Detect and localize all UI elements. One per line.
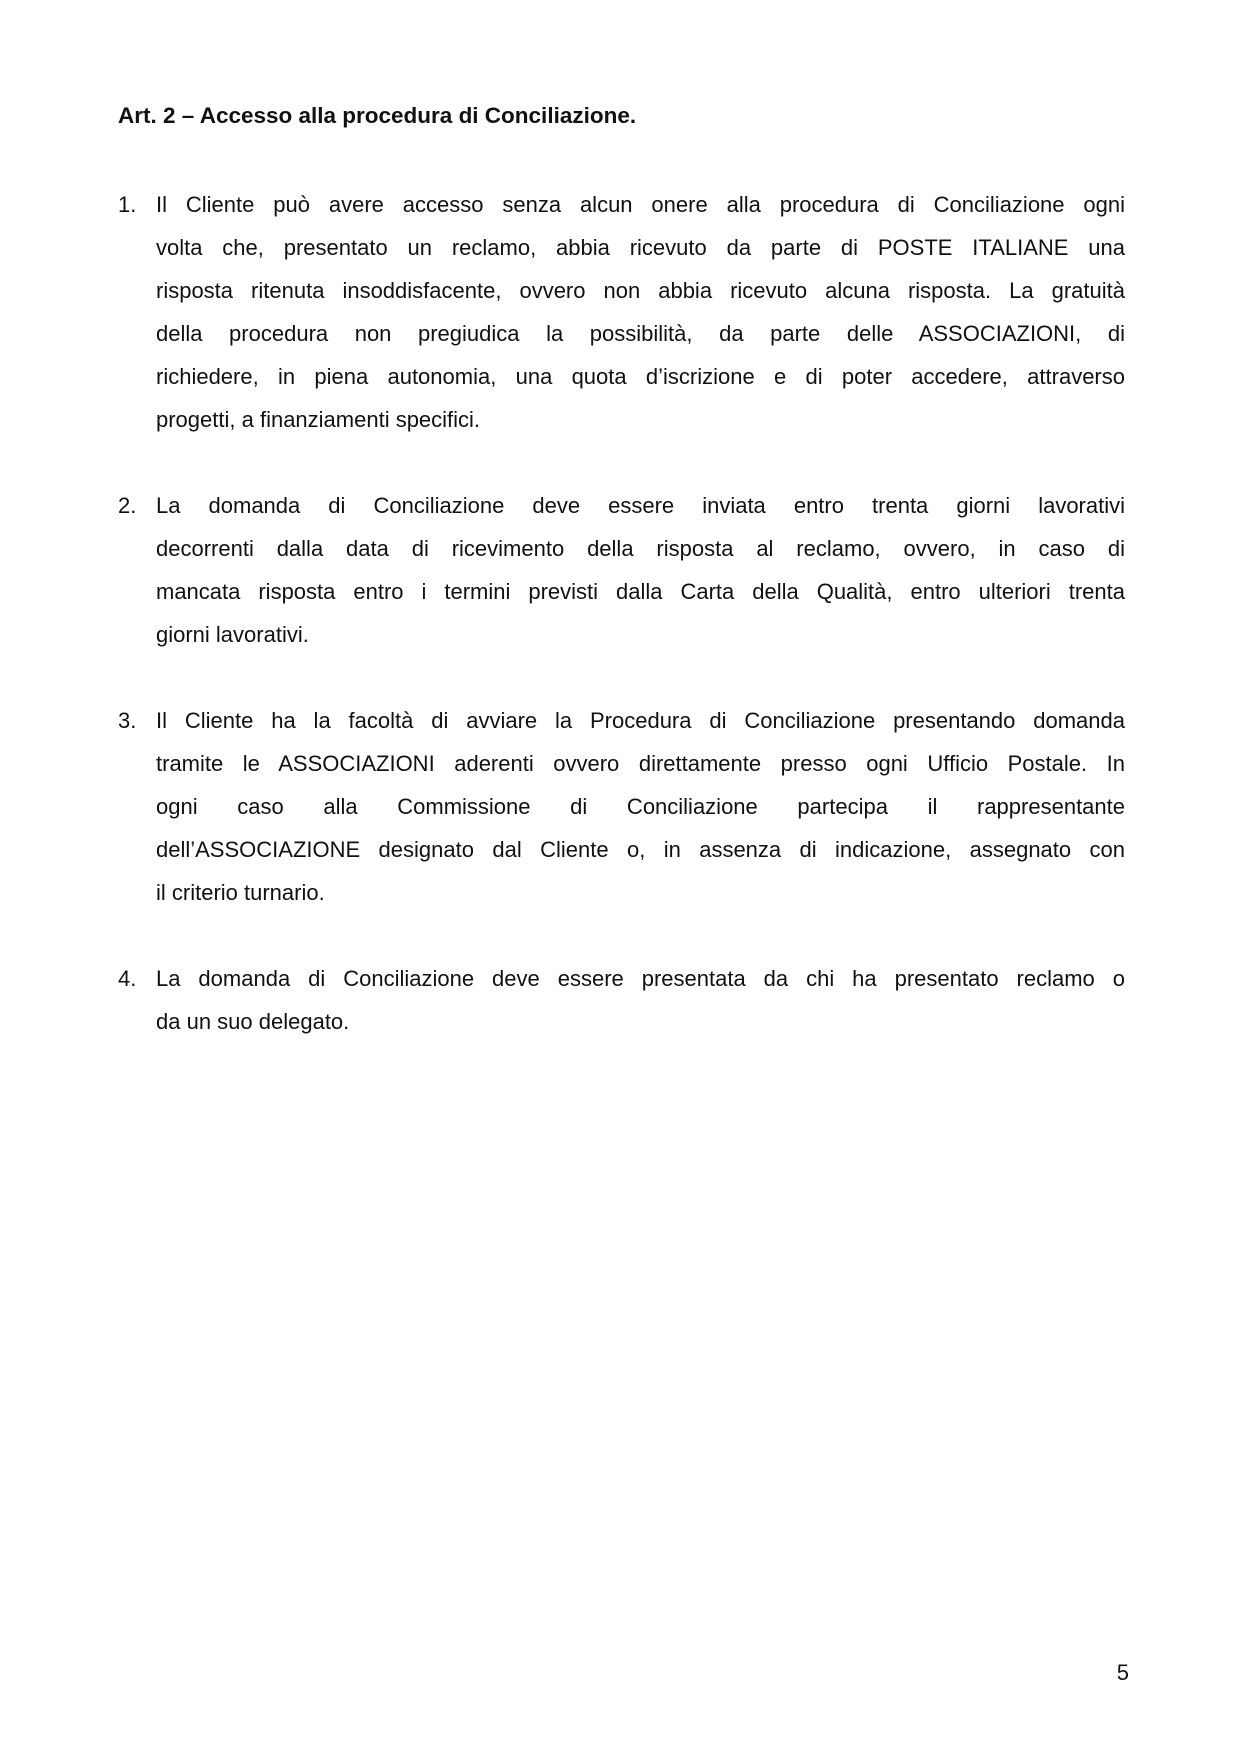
- item-text: [156, 957, 1125, 1043]
- text-line: richiedere, in piena autonomia, una quota d’iscrizione e di poter accedere, attraverso: [156, 364, 1125, 389]
- text-line: La domanda di Conciliazione deve essere presentata da chi ha presentato reclamo o: [156, 966, 1125, 991]
- text-line: giorni lavorativi.: [156, 622, 309, 647]
- item-number: 1.: [118, 192, 137, 217]
- item-text: [156, 484, 1125, 656]
- item-text: [156, 183, 1125, 441]
- text-line: progetti, a finanziamenti specifici.: [156, 407, 481, 432]
- text-line: Il Cliente ha la facoltà di avviare la Procedura di Conciliazione presentando domanda: [156, 708, 1125, 733]
- text-line: La domanda di Conciliazione deve essere inviata entro trenta giorni lavorativi: [156, 493, 1125, 518]
- text-line: della procedura non pregiudica la possibilità, da parte delle ASSOCIAZIONI, di: [156, 321, 1125, 346]
- text-line: tramite le ASSOCIAZIONI aderenti ovvero direttamente presso ogni Ufficio Postale. In: [156, 751, 1125, 776]
- text-line: il criterio turnario.: [156, 880, 325, 905]
- text-line: ogni caso alla Commissione di Conciliazione partecipa il rappresentante: [156, 794, 1125, 819]
- item-number: 2.: [118, 493, 137, 518]
- item-number: 3.: [118, 708, 137, 733]
- text-line: Il Cliente può avere accesso senza alcun onere alla procedura di Conciliazione ogni: [156, 192, 1125, 217]
- text-line: risposta ritenuta insoddisfacente, ovvero non abbia ricevuto alcuna risposta. La gratuità: [156, 278, 1125, 303]
- item-text: [156, 699, 1125, 914]
- article-title: Art. 2 – Accesso alla procedura di Conciliazione.: [118, 103, 637, 128]
- text-line: volta che, presentato un reclamo, abbia ricevuto da parte di POSTE ITALIANE una: [156, 235, 1125, 260]
- text-line: decorrenti dalla data di ricevimento della risposta al reclamo, ovvero, in caso di: [156, 536, 1125, 561]
- text-line: mancata risposta entro i termini previsti dalla Carta della Qualità, entro ulteriori trenta: [156, 579, 1125, 604]
- text-line: dell’ASSOCIAZIONE designato dal Cliente o, in assenza di indicazione, assegnato con: [156, 837, 1125, 862]
- text-line: da un suo delegato.: [156, 1009, 350, 1034]
- item-number: 4.: [118, 966, 137, 991]
- page-number: 5: [1116, 1660, 1129, 1685]
